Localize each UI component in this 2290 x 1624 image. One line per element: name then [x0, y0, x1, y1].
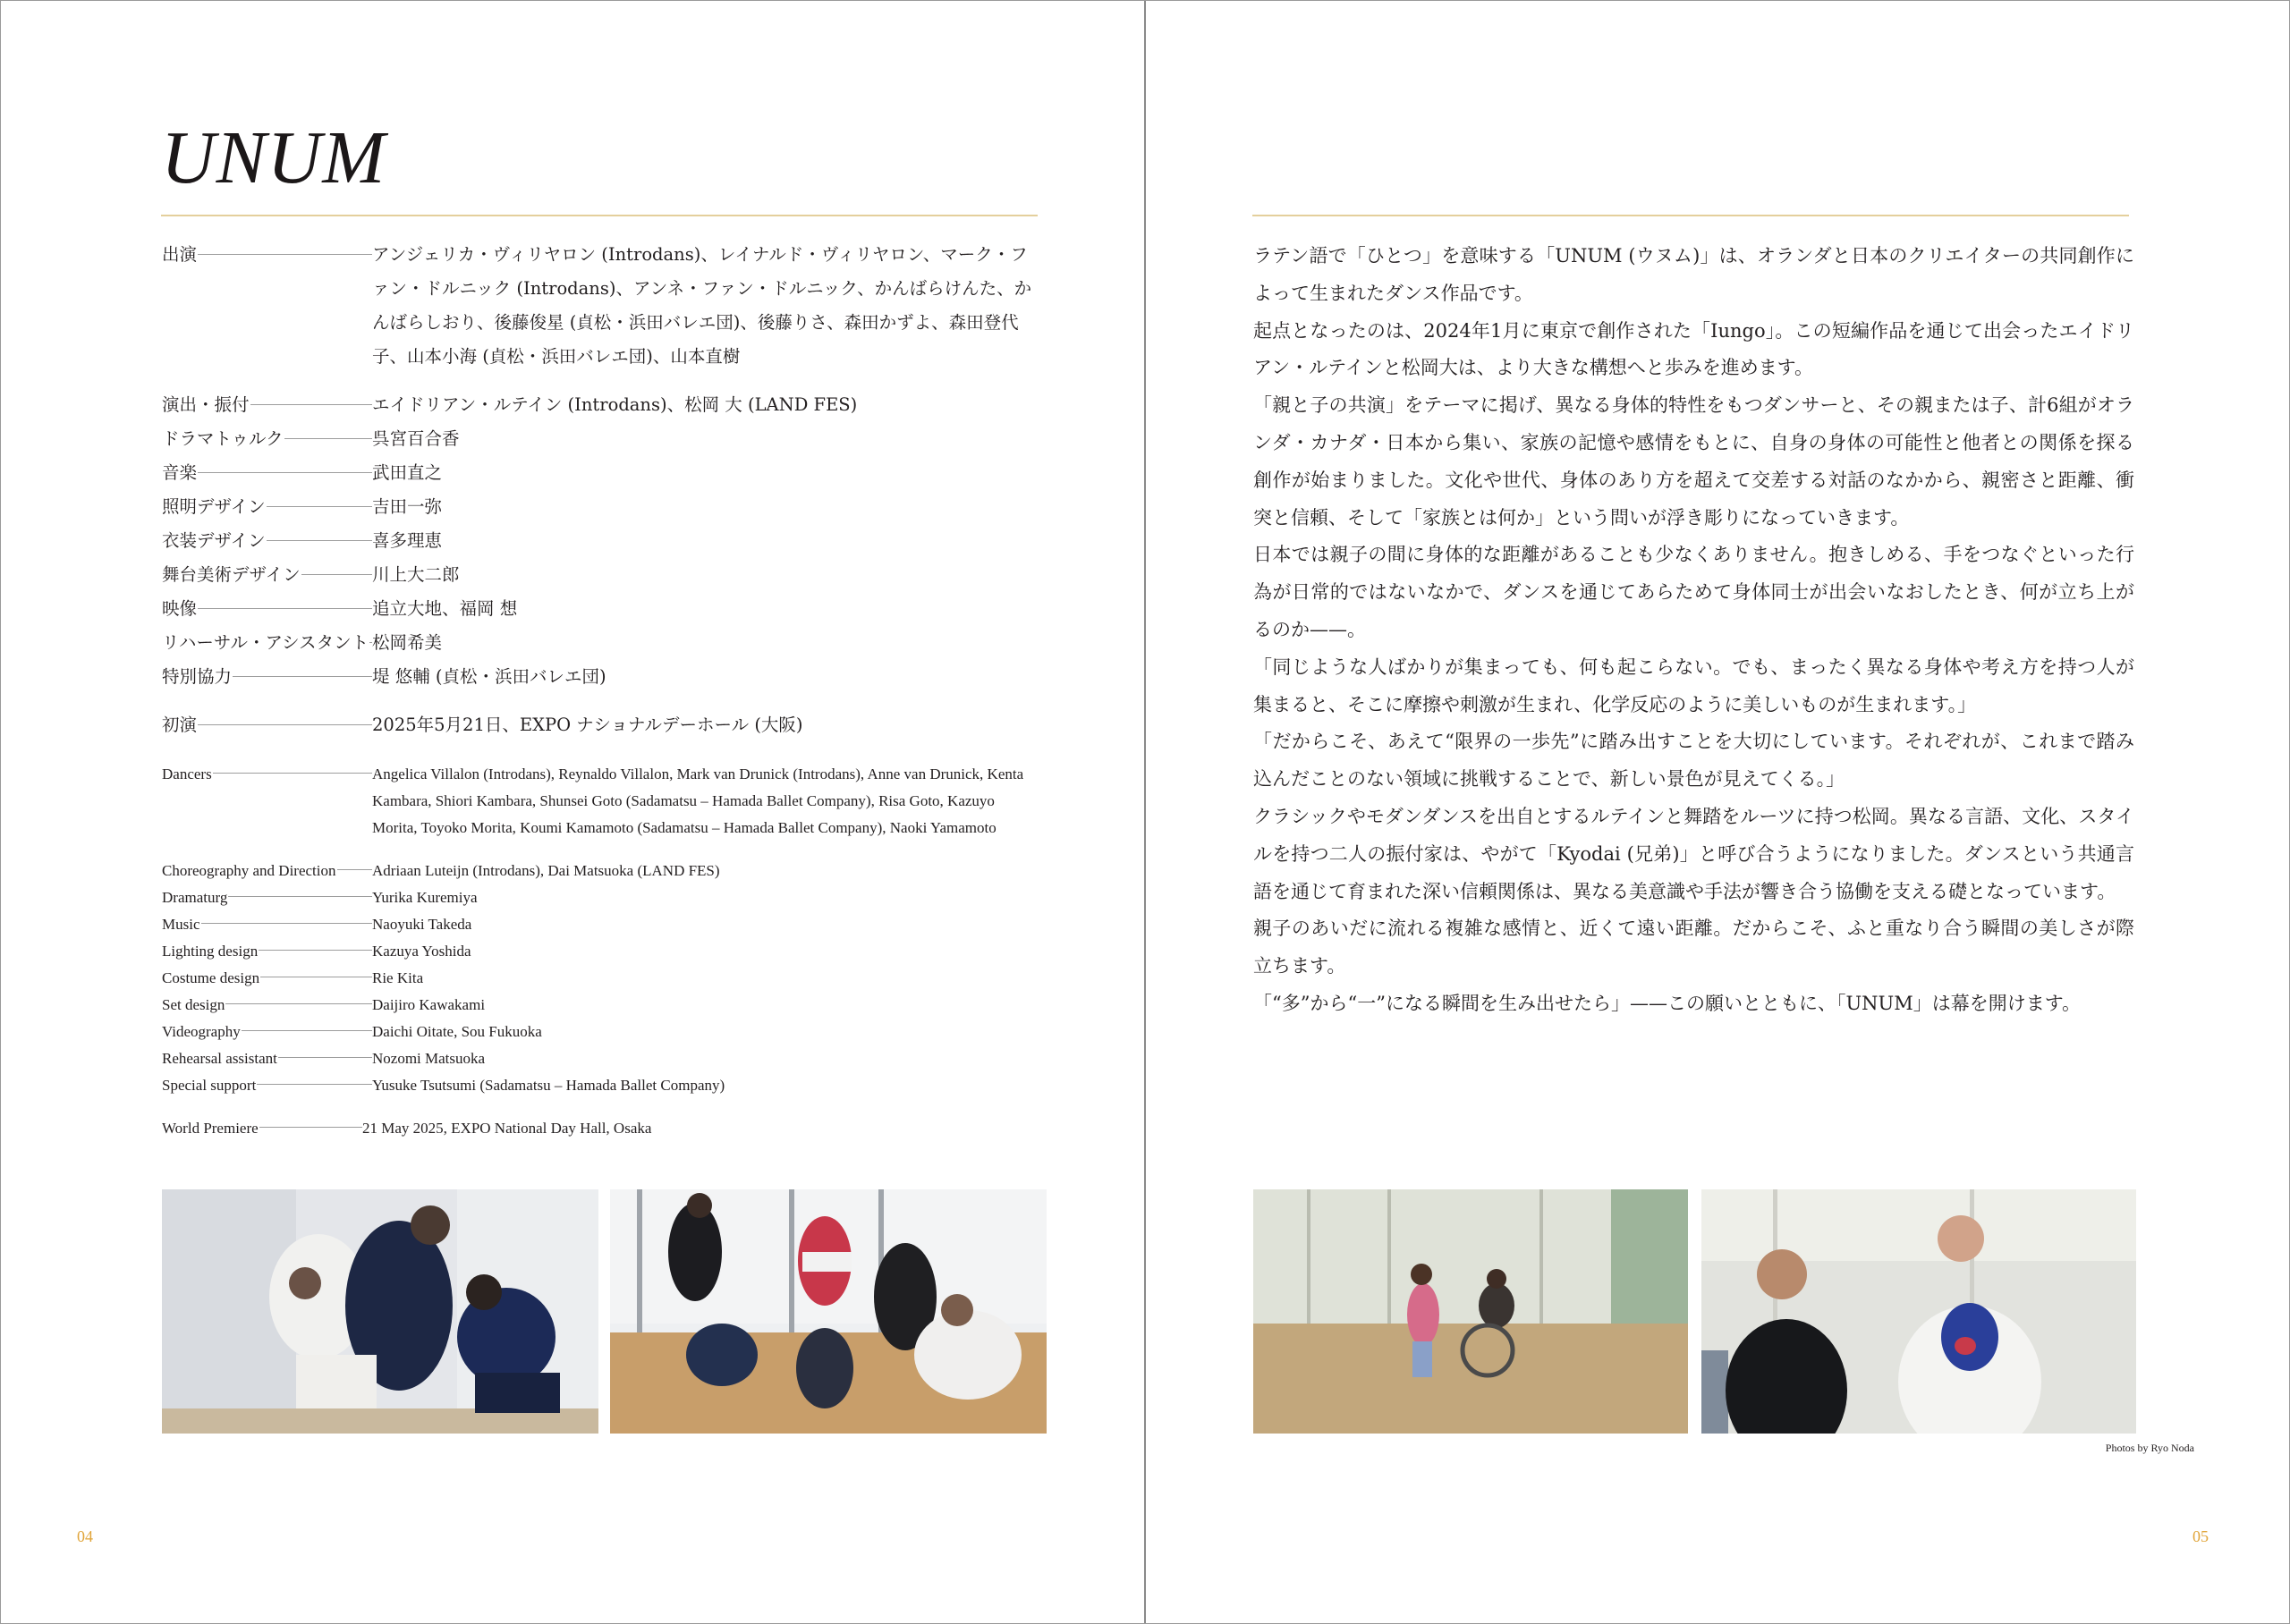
- leader-line: [213, 773, 372, 774]
- workshop-photo-2: [1701, 1189, 2136, 1434]
- credit-row: [162, 422, 1043, 456]
- credit-value: アンジェリカ・ヴィリヤロン (Introdans)、レイナルド・ヴィリヤロン、マーク・ファン・ドルニック (Introdans)、アンネ・ファン・ドルニック、かんばらけんた、かんばらしおり、後藤俊星 (貞松・浜田バレエ団)、後藤りさ、森田かずよ、森田登代子、山本小海 (貞松・浜田バレエ団)、山本直樹: [372, 244, 1032, 367]
- title-rule: [161, 215, 1038, 216]
- leader-line: [267, 540, 372, 541]
- credit-label: 照明デザイン: [162, 496, 266, 517]
- credit-row: [162, 238, 1043, 374]
- credit-row: [162, 524, 1043, 558]
- leader-line: [198, 254, 372, 255]
- leader-line: [228, 896, 372, 897]
- credit-label: Costume design: [162, 969, 260, 986]
- credit-value: Adriaan Luteijn (Introdans), Dai Matsuoka (LAND FES): [372, 862, 720, 879]
- credit-row: [162, 1019, 1043, 1045]
- credit-row: [162, 388, 1043, 422]
- credit-label: Dramaturg: [162, 889, 228, 906]
- body-paragraph: 親子のあいだに流れる複雑な感情と、近くて遠い距離。だからこそ、ふと重なり合う瞬間の美しさが際立ちます。: [1253, 918, 2134, 977]
- photo-credit: Photos by Ryo Noda: [2105, 1442, 2194, 1454]
- credit-row: [162, 938, 1043, 965]
- body-paragraph: 起点となったのは、2024年1月に東京で創作された「Iungo」。この短編作品を通じて出会ったエイドリアン・ルテインと松岡大は、より大きな構想へと歩みを進めます。: [1253, 319, 2134, 379]
- credit-value: 吉田一弥: [372, 496, 443, 517]
- credit-label: リハーサル・アシスタント: [162, 632, 369, 653]
- credit-row: [162, 626, 1043, 660]
- credit-value: 呉宮百合香: [372, 428, 460, 449]
- body-paragraph: 「“多”から“一”になる瞬間を生み出せたら」——この願いとともに、「UNUM」は幕を開けます。: [1253, 992, 2082, 1014]
- leader-line: [250, 404, 372, 405]
- credit-row: [162, 858, 1043, 884]
- workshop-photo-1: [1253, 1189, 1688, 1434]
- credit-row: [162, 558, 1043, 592]
- credit-row: [162, 761, 1043, 842]
- credit-value: 喜多理恵: [372, 530, 443, 551]
- leader-line: [201, 923, 373, 924]
- credit-value: 追立大地、福岡 想: [372, 598, 518, 619]
- credit-value: Kazuya Yoshida: [372, 943, 471, 960]
- leader-line: [267, 506, 372, 507]
- body-paragraph: 「親と子の共演」をテーマに掲げ、異なる身体的特性をもつダンサーと、その親または子、計6組がオランダ・カナダ・日本から集い、家族の記憶や感情をもとに、自身の身体の可能性と他者との関係を探る創作が始まりました。文化や世代、身体のあり方を超えて交差する対話のなかから、親密さと距離、衝突と信頼、そして「家族とは何か」という問いが浮き彫りになっていきます。: [1253, 394, 2134, 529]
- rehearsal-photo-1: [162, 1189, 598, 1434]
- body-paragraph: クラシックやモダンダンスを出自とするルテインと舞踏をルーツに持つ松岡。異なる言語、文化、スタイルを持つ二人の振付家は、やがて「Kyodai (兄弟)」と呼び合うようになりました。ダンスという共通言語を通じて育まれた深い信頼関係は、異なる美意識や手法が響き合う協働を支える礎となっています。: [1253, 805, 2134, 902]
- body-paragraph: 日本では親子の間に身体的な距離があることも少なくありません。抱きしめる、手をつなぐといった行為が日常的ではないなかで、ダンスを通じてあらためて身体同士が出会いなおしたとき、何が立ち上がるのか——。: [1253, 544, 2134, 640]
- page-number: 04: [77, 1527, 93, 1545]
- body-paragraph: ラテン語で「ひとつ」を意味する「UNUM (ウヌム)」は、オランダと日本のクリエイターの共同創作によって生まれたダンス作品です。: [1253, 245, 2134, 304]
- page-number: 05: [2192, 1527, 2209, 1545]
- credit-label: World Premiere: [162, 1120, 259, 1137]
- credit-label: Videography: [162, 1023, 241, 1040]
- credit-label: 映像: [162, 598, 198, 619]
- credit-value: 川上大二郎: [372, 564, 460, 585]
- leader-line: [242, 1030, 372, 1031]
- credit-row: [162, 911, 1043, 938]
- credit-label: Special support: [162, 1077, 257, 1094]
- credit-label: 舞台美術デザイン: [162, 564, 301, 585]
- credit-value: 堤 悠輔 (貞松・浜田バレエ団): [372, 666, 606, 687]
- credit-label: ドラマトゥルク: [162, 428, 284, 449]
- body-paragraph: 「同じような人ばかりが集まっても、何も起こらない。でも、まったく異なる身体や考え方を持つ人が集まると、そこに摩擦や刺激が生まれ、化学反応のように美しいものが生まれます。」: [1253, 656, 2134, 715]
- page-title: UNUM: [161, 116, 386, 199]
- credit-label: Rehearsal assistant: [162, 1050, 277, 1067]
- leader-line: [233, 676, 372, 677]
- credit-value: 21 May 2025, EXPO National Day Hall, Osaka: [362, 1120, 652, 1137]
- top-rule: [1252, 215, 2129, 216]
- credit-row: [162, 992, 1043, 1019]
- body-text: [1253, 238, 2134, 1023]
- credit-label: Music: [162, 916, 200, 933]
- credit-label: Choreography and Direction: [162, 862, 336, 879]
- credit-value: Yurika Kuremiya: [372, 889, 478, 906]
- credit-value: 武田直之: [372, 462, 443, 483]
- leader-line: [259, 950, 372, 951]
- credit-row: [162, 592, 1043, 626]
- credit-value: Rie Kita: [372, 969, 424, 986]
- leader-line: [337, 869, 373, 870]
- leader-line: [301, 574, 372, 575]
- leader-line: [225, 1003, 372, 1004]
- body-paragraph: 「だからこそ、あえて“限界の一歩先”に踏み出すことを大切にしています。それぞれが、これまで踏み込んだことのない領域に挑戦することで、新しい景色が見えてくる。」: [1253, 731, 2134, 791]
- leader-line: [198, 724, 372, 725]
- credit-row: [162, 456, 1043, 490]
- credit-row-premiere: [162, 1115, 1043, 1142]
- left-page: [0, 0, 1144, 1624]
- credit-label: Lighting design: [162, 943, 259, 960]
- credit-value: Yusuke Tsutsumi (Sadamatsu – Hamada Ballet Company): [372, 1077, 725, 1094]
- credit-value: Angelica Villalon (Introdans), Reynaldo Villalon, Mark van Drunick (Introdans), Anne van Drunick, Kenta Kambara, Shiori Kambara, Shunsei Goto (Sadamatsu – Hamada Ballet Company), Risa Goto, Kazuyo Morita, Toyoko Morita, Koumi Kamamoto (Sadamatsu – Hamada Ballet Company), Naoki Yamamoto: [372, 765, 1024, 836]
- credit-row: [162, 965, 1043, 992]
- credit-value: Naoyuki Takeda: [372, 916, 472, 933]
- credit-label: 衣装デザイン: [162, 530, 266, 551]
- credit-label: 演出・振付: [162, 394, 250, 415]
- credit-row-premiere: [162, 708, 1043, 742]
- credit-label: Dancers: [162, 765, 212, 782]
- leader-line: [259, 1127, 362, 1128]
- credit-label: 初演: [162, 715, 198, 735]
- credit-label: 特別協力: [162, 666, 233, 687]
- rehearsal-photo-2: [610, 1189, 1047, 1434]
- credit-row: [162, 490, 1043, 524]
- leader-line: [278, 1057, 372, 1058]
- leader-line: [198, 608, 372, 609]
- credits-english: [162, 761, 1043, 1142]
- credit-label: 音楽: [162, 462, 198, 483]
- credit-value: 2025年5月21日、EXPO ナショナルデーホール (大阪): [372, 715, 803, 735]
- credit-value: 松岡希美: [372, 632, 443, 653]
- credit-value: Daijiro Kawakami: [372, 996, 486, 1013]
- credit-label: Set design: [162, 996, 225, 1013]
- leader-line: [369, 642, 372, 643]
- right-page: [1146, 0, 2290, 1624]
- credits-japanese: [162, 238, 1043, 742]
- credit-label: 出演: [162, 244, 198, 265]
- leader-line: [257, 1084, 372, 1085]
- credit-value: Nozomi Matsuoka: [372, 1050, 486, 1067]
- leader-line: [284, 438, 372, 439]
- credit-value: エイドリアン・ルテイン (Introdans)、松岡 大 (LAND FES): [372, 394, 858, 415]
- credit-row: [162, 1045, 1043, 1072]
- credit-row: [162, 1072, 1043, 1099]
- credit-row: [162, 884, 1043, 911]
- leader-line: [198, 472, 372, 473]
- credit-value: Daichi Oitate, Sou Fukuoka: [372, 1023, 542, 1040]
- credit-row: [162, 660, 1043, 694]
